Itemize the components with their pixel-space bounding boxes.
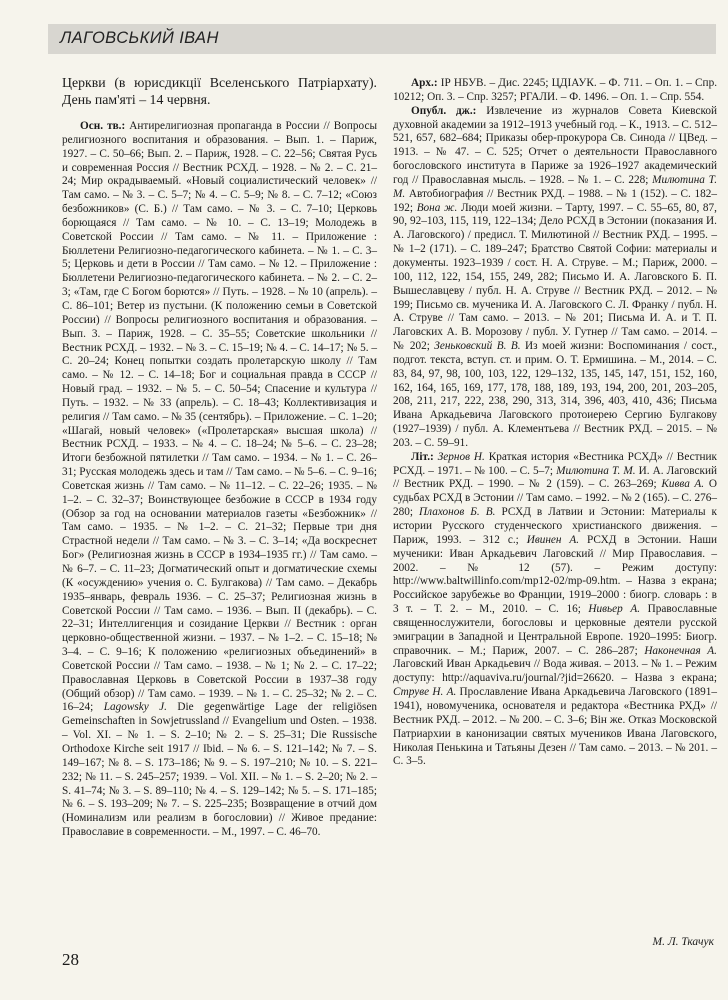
literature-label: Літ.: xyxy=(411,450,434,463)
lit-author-6: Нивьер А. xyxy=(588,603,641,616)
published-author-2: Вона ж. xyxy=(416,201,458,214)
main-works-label: Осн. тв.: xyxy=(80,120,126,132)
lit-author-2: Милютина Т. М. xyxy=(556,464,636,477)
lit-text-7: Лаговский Иван Аркадьевич // Вода живая. – 2013. – № 1. – Режим доступу: http://aquaviva.ru/journal/?jid=26620. – Назва з екрана; xyxy=(393,658,717,685)
left-column xyxy=(62,74,377,840)
lit-author-3: Киввa A. xyxy=(661,478,705,491)
literature-paragraph xyxy=(393,451,717,769)
lit-author-7: Наконечная А. xyxy=(644,644,717,657)
lit-text-6: Православные священнослужители, богословы и церковные деятели русской эмиграции в Западной и Центральной Европе. 1920–1995: Биогр. справочник. – М.; Париж, 2007. – С. 286–287; xyxy=(393,603,718,657)
archive-label: Арх.: xyxy=(411,77,438,89)
intro-paragraph: Церкви (в юрисдикції Вселенського Патріархату). День пам'яті – 14 червня. xyxy=(62,75,377,107)
main-works-paragraph xyxy=(62,120,377,840)
archive-text: ІР НБУВ. – Дис. 2245; ЦДІАУК. – Ф. 711. – Оп. 1. – Спр. 10212; Оп. 3. – Спр. 3257; РГАЛИ. – Ф. 1496. – Оп. 1. – Спр. 554. xyxy=(393,77,718,103)
lit-text-3: О судьбах РСХД в Эстонии // Там само. – 1992. – № 2 (165). – С. 276–280; xyxy=(393,478,718,519)
published-sources-paragraph xyxy=(393,105,717,451)
archive-paragraph xyxy=(393,77,717,105)
published-sources-label: Опубл. дж.: xyxy=(411,104,477,117)
running-header xyxy=(48,24,716,54)
lit-text-1: Краткая история «Вестника РСХД» // Вестник РСХД. – 1971. – № 100. – С. 5–7; xyxy=(393,450,718,477)
published-text-4: Из моей жизни: Воспоминания / сост., подгот. текста, вступ. ст. и прим. О. Т. Ермишина. – М., 2014. – С. 83, 84, 97, 98, 100, 103, 122, 129–132, 135, 145, 147, 151, 152, 160, 162, 164, 165, 169, 177, 178, 188, 189, 193, 194, 200, 201, 203–205, 208, 211, 217, 222, 238, 290, 313, 314, 396, 403, 410, 436; Письма Ивана Аркадьевича Лаговского протоиерею Сергию Булгакову (1927–1939) / публ. А. Клементьева // Вестник РХД. – 2015. – № 203. – С. 59–91. xyxy=(393,340,717,449)
lit-author-5: Ивинен А. xyxy=(526,533,580,546)
main-works-text: Антирелигиозная пропаганда в России // Вопросы религиозного воспитания и образования. – Вып. 1. – Париж, 1927. – С. 50–66; Вып. 2. – Париж, 1928. – С. 22–56; Святая Русь и современная Россия // Вестник РСХД. – 1928. – № 2. – С. 21–24; Мир окрадываемый. «Новый социалистический человек» // Там само. – № 3. – С. 5–7; № 4. – С. 5–9; № 8. – С. 7–12; «Союз безбожников» (С. Б.) // Там само. – № 3. – С. 7–10; Церковь борющаяся // Там само. – № 10. – С. 13–19; Молодежь в Советской России // Там само. – № 11. – Приложение : Бюллетени Религиозно-педагогического кабинета. – № 1. – С. 3–5; Церковь и дети в России // Там само. – № 12. – Приложение : Бюллетени Религиозно-педагогического кабинета. – № 2. – С. 2–3; «Там, где С Богом борются» // Путь. – 1928. – № 10 (апрель). – С. 86–101; Ветер из пустыни. (К положению семьи в Советской России) // Вопросы религиозного воспитания и образования. – Вып. 3. – Париж, 1928. – С. 35–55; Советские школьники // Вестник РСХД. – 1932. – № 3. – С. 15–19; № 4. – С. 14–17; № 5. – С. 20–24; Конец попытки создать пролетарскую школу // Там само. – № 12. – С. 14–18; Бог и социальная правда в СССР // Новый град. – 1932. – № 5. – С. 50–54; Спасение и культура // Путь. – 1932. – № 33 (апрель). – С. 18–43; Коллективизация и религия // Там само. – № 35 (сентябрь). – Приложение. – С. 1–20; «Шагай, новый человек» («Пролетарская» высшая школа) // Вестник РСХД. – 1933. – № 4. – С. 18–24; № 5–6. – С. 23–28; Итоги безбожной пятилетки // Там само. – 1934. – № 1. – С. 26–31; Русская молодежь здесь и там // Там само. – № 5–6. – С. 9–16; Советская жизнь // Там само. – № 11–12. – С. 22–26; 1935. – № 1–2. – С. 32–37; Воинствующее безбожие в СССР в 1934 году (Обзор за год на основании материалов газеты «Безбожник» // Там само. – 1935. – № 1–2. – С. 21–32; Первые три дня Страстной недели // Там само. – № 3. – С. 3–14; «Да воскреснет Бог» (Религиозная жизнь в СССР в 1934–1935 гг.) // Там само. – № 6–7. – С. 11–23; Догматический опыт и догматические схемы (К «осуждению» учения о. С. Булгакова) // Там само. – Декабрь 1935–январь, февраль 1936. – С. 25–37; Религиозная жизнь в Советской России // Там само. – 1936. – Вып. II (декабрь). – С. 22–31; Интеллигенция и созидание Церкви // Вестник : орган церковно-общественной жизни. – 1937. – № 1–2. – С. 15–18; № 3–4. – С. 9–16; К положению «религиозных объединений» в Советской России // Там само. – 1938. – № 1; № 2. – С. 17–22; Православная Церковь в Советской России в 1937–38 году (Общий обзор) // Там само. – 1939. – № 1. – С. 25–32; № 2. – С. 16–24; xyxy=(62,120,378,714)
published-text-3: Люди моей жизни. – Тарту, 1997. – С. 55–65, 80, 87, 90, 92–103, 115, 119, 122–134; Дело РСХД в Эстонии (показания И. А. Лаговского) / предисл. Т. Милютиной // Вестник РХД. – 1995. – № 1–2 (171). – С. 189–247; Братство Святой Софии: материалы и документы. 1923–1939 / сост. Н. А. Струве. – М.; Париж, 2000. – 100, 112, 122, 154, 155, 249, 282; Письмо И. А. Лаговского Б. П. Вышеславцеву / публ. Н. А. Струве // Вестник РХД. – 2012. – № 199; Письмо св. мученика И. А. Лаговского С. Л. Франку / публ. Н. А. Струве // Там само. – 2013. – № 201; Письма И. А. и Т. П. Лаговских А. В. Морозову / публ. У. Гутнер // Там само. – 2014. – № 202; xyxy=(393,201,717,353)
lit-text-5: РСХД в Эстонии. Наши мученики: Иван Аркадьевич Лаговский // Мир Православия. – 2002. – № 12 (57). – Режим доступу: http://www.baltwillinfo.com/mp12-02/mp-09.htm. – Назва з екрана; Российское зарубежье во Франции, 1919–2000 : биогр. словарь : в 3 т. – Т. 2. – М., 2010. – С. 16; xyxy=(393,533,717,616)
lit-author-4: Плахонов Б. В. xyxy=(419,506,496,519)
published-author-3: Зеньковский В. В. xyxy=(434,340,521,353)
lit-text-8: Прославление Ивана Аркадьевича Лаговского (1891–1941), новомученика, основателя и редактора «Вестника РХД» // Вестник РХД. – 2012. – № 200. – С. 3–6; Він же. Отказ Московской Патриархии в канонизации святых мучеников Ивана Лаговского, Николая Пенькина и Татьяны Дезен // Там само. – 2013. – № 201. – С. 3–5. xyxy=(393,686,717,768)
running-header-title: ЛАГОВСЬКИЙ ІВАН xyxy=(60,29,219,47)
author-signature: М. Л. Ткачук xyxy=(652,936,714,948)
lit-author-8: Струве Н. А. xyxy=(393,686,457,699)
published-text-1: Извлечение из журналов Совета Киевской духовной академии за 1912–1913 учебный год. – К., 1913. – С. 512–521, 657, 682–684; Приказы обер-прокурора Св. Синода // ЦВед. – 1913. – № 47. – С. 525; Отчет о деятельности Православного богословского института в Париже за 1926–1927 академический год // Православная мысль. – 1928. – № 1. – С. 228; xyxy=(393,104,718,186)
lagowsky-text: Die gegenwärtige Lage der religiösen Gemeinschaften in Sowjetrussland // Evangelium und Osten. – 1938. – Vol. XI. – № 1. – S. 2–10; № 2. – S. 25–31; Die Russische Orthodoxe Kirche seit 1917 // Ibid. – № 6. – S. 121–142; № 7. – S. 149–167; № 8. – S. 173–186; № 9. – S. 197–210; № 10. – S. 221–232; № 11. – S. 245–257; 1939. – Vol. XII. – № 1. – S. 2–20; № 2. – S. 41–74; № 3. – S. 89–110; № 4. – S. 129–142; № 5. – S. 171–185; № 6. – S. 193–209; № 7. – S. 225–235; Возвращение в отчий дом (Номинализм или реализм в богословии) // Живое предание: Православие в современности. – М., 1997. – С. 46–70. xyxy=(62,701,378,839)
lit-text-4: РСХД в Латвии и Эстонии: Материалы к истории Русского студенческого христианского движения. – Париж, 1993. – 312 с.; xyxy=(393,506,717,546)
lit-author-1: Зернов Н. xyxy=(437,450,485,463)
published-author-1: Милютина Т. М. xyxy=(393,173,718,200)
lagowsky-author: Lagowsky J. xyxy=(103,701,167,714)
page-number: 28 xyxy=(62,950,79,969)
right-column xyxy=(393,77,717,769)
published-text-2: Автобиография // Вестник РХД. – 1988. – № 1 (152). – С. 182–192; xyxy=(393,187,717,214)
lit-text-2: И. А. Лаговский // Вестник РХД. – 1990. – № 2 (159). – С. 263–269; xyxy=(393,464,717,491)
